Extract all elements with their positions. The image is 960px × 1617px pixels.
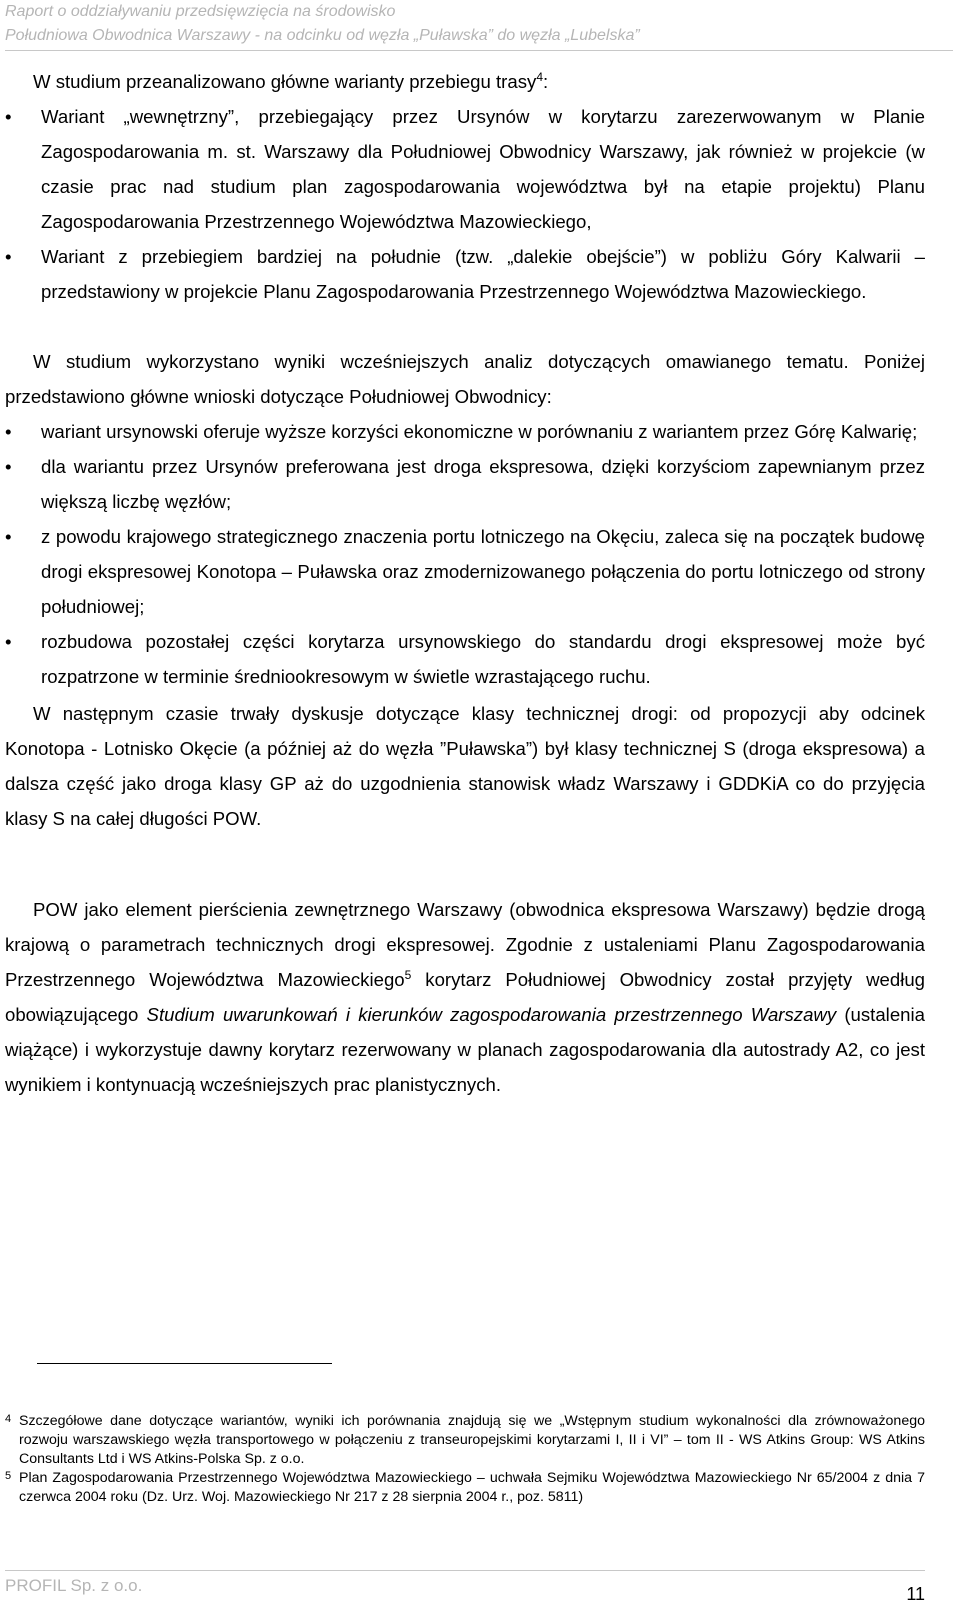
footnote-ref-5[interactable]: 5: [404, 967, 412, 982]
page-header: [5, 0, 953, 51]
bullet-icon: •: [5, 456, 12, 477]
conclusions-intro: W studium wykorzystano wyniki wcześniejszych analiz dotyczących omawianego tematu. Poniżej przedstawiono główne wnioski dotyczące Południowej Obwodnicy:: [5, 351, 925, 407]
header-divider: [5, 50, 953, 51]
bullet-icon: •: [5, 421, 12, 442]
pow-text-1: POW jako element pierścienia zewnętrznego Warszawy (obwodnica ekspresowa Warszawy) będzie drogą krajową o parametrach technicznych drogi ekspresowej. Zgodnie z ustaleniami Planu Zagospodarowania Przestrzennego Województwa Mazowieckiego: [5, 899, 925, 990]
conclusion-text: wariant ursynowski oferuje wyższe korzyści ekonomiczne w porównaniu z wariantem przez Górę Kalwarię;: [41, 421, 918, 442]
intro-text: W studium przeanalizowano główne warianty przebiegu trasy: [33, 71, 537, 92]
header-report-title: Raport o oddziaływaniu przedsięwzięcia na środowisko: [5, 3, 396, 20]
footnote-text: Plan Zagospodarowania Przestrzennego Województwa Mazowieckiego – uchwała Sejmiku Województwa Mazowieckiego Nr 65/2004 z dnia 7 czerwca 2004 roku (Dz. Urz. Woj. Mazowieckiego Nr 217 z 28 sierpnia 2004 r., poz. 5811): [19, 1470, 925, 1505]
document-body: [5, 64, 925, 1102]
variant-text: Wariant „wewnętrzny”, przebiegający przez Ursynów w korytarzu zarezerwowanym w Planie Zagospodarowania m. st. Warszawy dla Południowej Obwodnicy Warszawy, jak również w projekcie (w czasie prac nad studium plan zagospodarowania województwa był na etapie projektu) Planu Zagospodarowania Przestrzennego Województwa Mazowieckiego,: [41, 106, 925, 232]
header-project-title: Południowa Obwodnica Warszawy - na odcinku od węzła „Puławska” do węzła „Lubelska”: [5, 27, 640, 44]
conclusion-text: dla wariantu przez Ursynów preferowana jest droga ekspresowa, dzięki korzyściom zapewnianym przez większą liczbę węzłów;: [41, 456, 925, 512]
pow-study-title: Studium uwarunkowań i kierunków zagospodarowania przestrzennego Warszawy: [146, 1004, 837, 1025]
bullet-icon: •: [5, 246, 12, 267]
list-item: [5, 99, 925, 239]
bullet-icon: •: [5, 526, 12, 547]
page-footer: [5, 1570, 925, 1604]
footer-company: PROFIL Sp. z o.o.: [5, 1576, 143, 1595]
footnote-4: 4 Szczegółowe dane dotyczące wariantów, wyniki ich porównania znajdują się we „Wstępnym studium wykonalności dla zrównoważonego rozwoju warszawskiego węzła transportowego w połączeniu z transeuropejskimi korytarzami I, II i VI” – tom II - WS Atkins Group: WS Atkins Consultants Ltd i WS Atkins-Polska Sp. z o.o.: [5, 1413, 925, 1467]
pow-text-3: (ustalenia wiążące) i wykorzystuje dawny korytarz rezerwowany w planach zagospodarowania dla autostrady A2, co jest wynikiem i kontynuacją wcześniejszych prac planistycznych.: [5, 1004, 925, 1095]
variant-text: Wariant z przebiegiem bardziej na południe (tzw. „dalekie obejście”) w pobliżu Góry Kalwarii – przedstawiony w projekcie Planu Zagospodarowania Przestrzennego Województwa Mazowieckiego.: [41, 246, 925, 302]
list-item: [5, 414, 925, 449]
pow-paragraph: [5, 892, 925, 1102]
footnote-separator: [37, 1363, 332, 1364]
intro-paragraph: [5, 64, 925, 99]
conclusion-text: rozbudowa pozostałej części korytarza ursynowskiego do standardu drogi ekspresowej może być rozpatrzone w terminie średniookresowym w świetle wzrastającego ruchu.: [41, 631, 925, 687]
footnotes: [5, 1412, 925, 1507]
list-item: [5, 624, 925, 694]
variants-list: [5, 99, 925, 309]
list-item: [5, 449, 925, 519]
conclusion-text: z powodu krajowego strategicznego znaczenia portu lotniczego na Okęciu, zaleca się na początek budowę drogi ekspresowej Konotopa – Puławska oraz zmodernizowanego połączenia do portu lotniczego od strony południowej;: [41, 526, 925, 617]
intro-tail: :: [543, 71, 549, 92]
pow-text-2: korytarz Południowej Obwodnicy został przyjęty według obowiązującego: [5, 969, 926, 1025]
bullet-icon: •: [5, 106, 12, 127]
bullet-icon: •: [5, 631, 12, 652]
list-item: [5, 239, 925, 309]
footnote-5: 5 Plan Zagospodarowania Przestrzennego Województwa Mazowieckiego – uchwała Sejmiku Województwa Mazowieckiego Nr 65/2004 z dnia 7 czerwca 2004 roku (Dz. Urz. Woj. Mazowieckiego Nr 217 z 28 sierpnia 2004 r., poz. 5811): [5, 1470, 925, 1505]
list-item: [5, 519, 925, 624]
conclusions-list: [5, 414, 925, 694]
footer-divider: [5, 1570, 925, 1571]
footnote-text: Szczegółowe dane dotyczące wariantów, wyniki ich porównania znajdują się we „Wstępnym studium wykonalności dla zrównoważonego rozwoju warszawskiego węzła transportowego w połączeniu z transeuropejskimi korytarzami I, II i VI” – tom II - WS Atkins Group: WS Atkins Consultants Ltd i WS Atkins-Polska Sp. z o.o.: [19, 1413, 925, 1467]
footnote-ref-4[interactable]: 4: [536, 69, 543, 84]
page-number: 11: [906, 1584, 925, 1604]
discussion-paragraph: W następnym czasie trwały dyskusje dotyczące klasy technicznej drogi: od propozycji aby odcinek Konotopa - Lotnisko Okęcie (a później aż do węzła ”Puławska”) był klasy technicznej S (droga ekspresowa) a dalsza część jako droga klasy GP aż do uzgodnienia stanowisk władz Warszawy i GDDKiA co do przyjęcia klasy S na całej długości POW.: [5, 703, 925, 829]
